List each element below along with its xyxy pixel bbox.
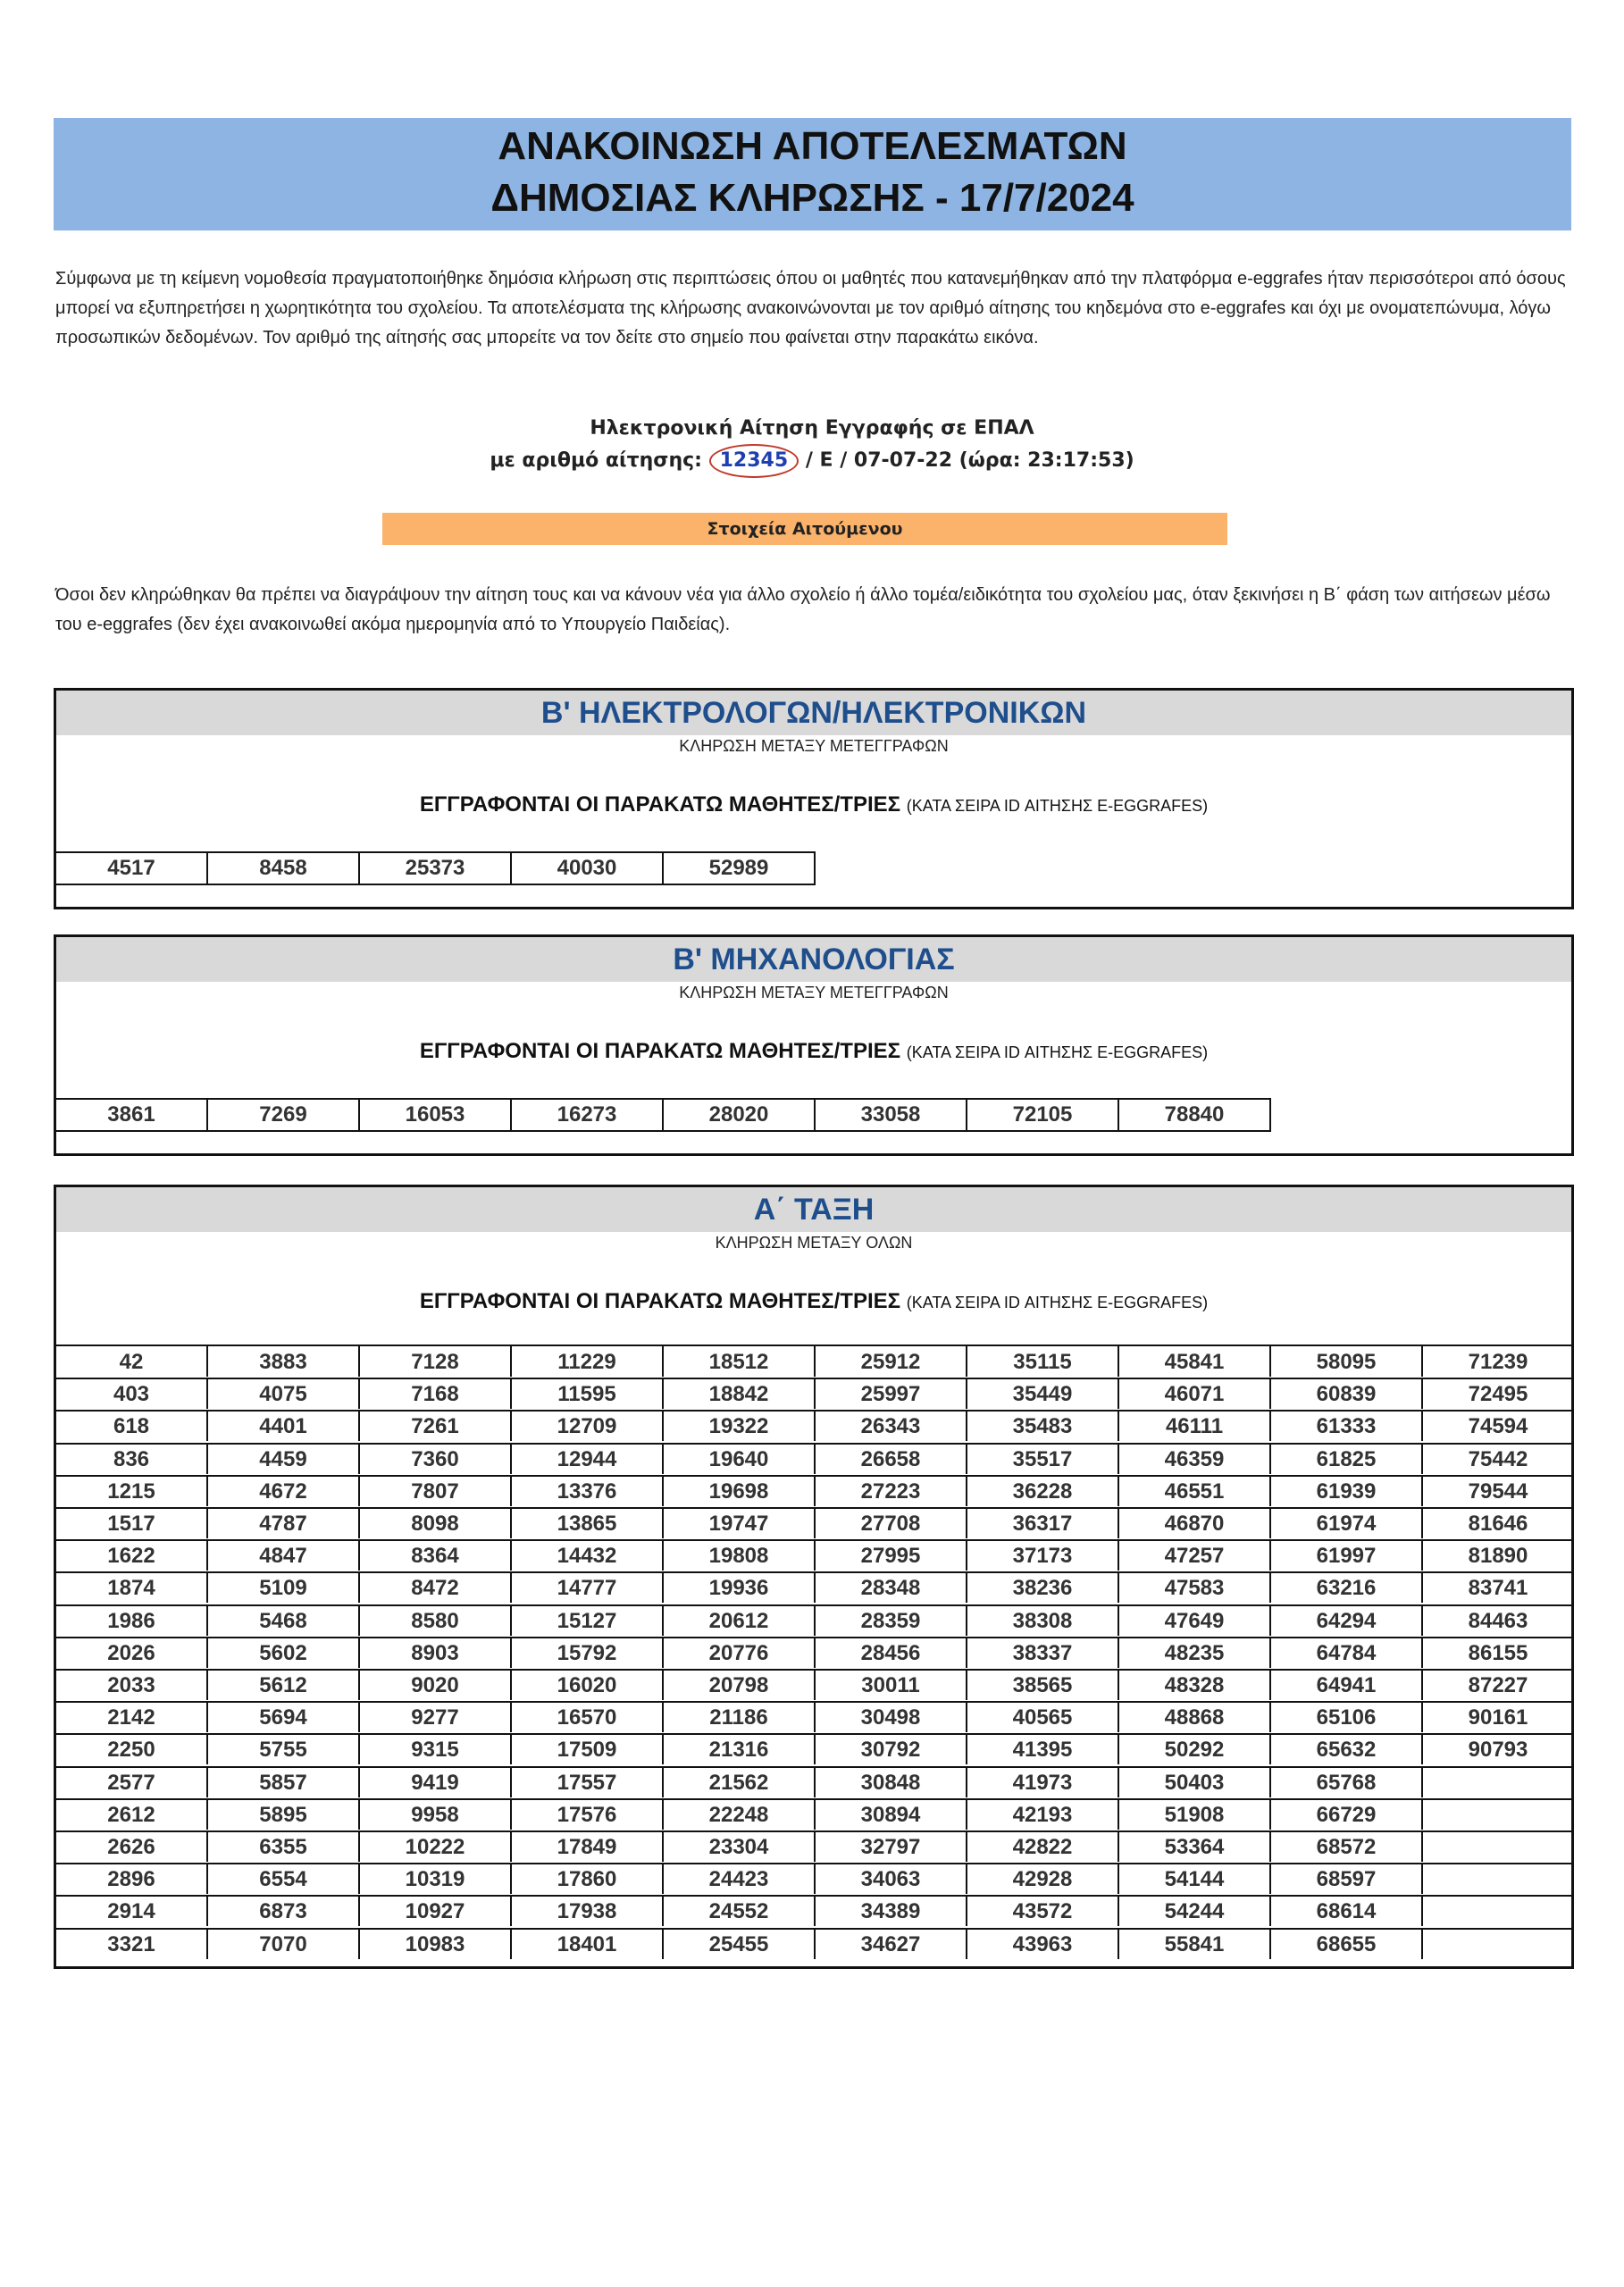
sample-line2 <box>0 444 1624 478</box>
application-id-cell: 11595 <box>512 1378 664 1409</box>
application-id-cell: 54144 <box>1119 1864 1271 1894</box>
application-id-cell: 1517 <box>56 1508 208 1538</box>
application-id-cell: 10319 <box>360 1864 512 1894</box>
application-id-cell: 7070 <box>208 1929 360 1959</box>
title-banner <box>54 118 1571 230</box>
application-id-cell: 28359 <box>816 1605 967 1636</box>
application-id-cell: 63216 <box>1271 1572 1423 1603</box>
application-id-cell: 65768 <box>1271 1767 1423 1797</box>
application-id-cell: 19808 <box>664 1540 816 1571</box>
application-id-cell: 38236 <box>967 1572 1119 1603</box>
application-id-cell: 38337 <box>967 1638 1119 1668</box>
application-id-cell: 35115 <box>967 1346 1119 1377</box>
application-id-cell: 53364 <box>1119 1831 1271 1862</box>
application-id-cell: 41395 <box>967 1734 1119 1764</box>
application-id-cell <box>1423 1799 1573 1830</box>
application-id-cell: 3883 <box>208 1346 360 1377</box>
application-id-cell: 46071 <box>1119 1378 1271 1409</box>
application-id-cell: 4672 <box>208 1476 360 1506</box>
application-id-cell: 34063 <box>816 1864 967 1894</box>
application-id-cell: 2250 <box>56 1734 208 1764</box>
section-first-grade <box>54 1185 1574 1969</box>
application-id-cell: 72105 <box>967 1100 1119 1132</box>
application-id-cell: 41973 <box>967 1767 1119 1797</box>
application-id-cell: 4787 <box>208 1508 360 1538</box>
application-id-cell: 30792 <box>816 1734 967 1764</box>
application-id-cell: 1874 <box>56 1572 208 1603</box>
application-id-cell: 2026 <box>56 1638 208 1668</box>
application-id-cell: 60839 <box>1271 1378 1423 1409</box>
enroll-note: (ΚΑΤΑ ΣΕΙΡΑ ID ΑΙΤΗΣΗΣ E-EGGRAFES) <box>906 797 1209 815</box>
application-id-cell: 21316 <box>664 1734 816 1764</box>
application-id-cell: 16020 <box>512 1670 664 1700</box>
application-id-cell: 17938 <box>512 1896 664 1926</box>
application-id-cell: 6554 <box>208 1864 360 1894</box>
section-title: Α΄ ΤΑΞΗ <box>56 1187 1571 1232</box>
application-id-cell: 15792 <box>512 1638 664 1668</box>
application-id-cell: 6873 <box>208 1896 360 1926</box>
application-id-cell: 20798 <box>664 1670 816 1700</box>
section-subtitle: ΚΛΗΡΩΣΗ ΜΕΤΑΞΥ ΜΕΤΕΓΓΡΑΦΩΝ <box>679 984 949 1001</box>
section-title: Β' ΗΛΕΚΤΡΟΛΟΓΩΝ/ΗΛΕΚΤΡΟΝΙΚΩΝ <box>56 691 1571 735</box>
application-id-cell: 2142 <box>56 1702 208 1732</box>
application-id-cell: 79544 <box>1468 1479 1528 1504</box>
application-id-cell: 10222 <box>360 1831 512 1862</box>
application-id-cell: 54244 <box>1119 1896 1271 1926</box>
application-id-cell: 19640 <box>664 1444 816 1474</box>
page-title-line2: ΔΗΜΟΣΙΑΣ ΚΛΗΡΩΣΗΣ - 17/7/2024 <box>490 176 1134 220</box>
application-id-cell: 8458 <box>208 853 360 885</box>
section-subtitle: ΚΛΗΡΩΣΗ ΜΕΤΑΞΥ ΜΕΤΕΓΓΡΑΦΩΝ <box>679 737 949 755</box>
application-id-cell: 45841 <box>1119 1346 1271 1377</box>
application-id-cell: 68597 <box>1271 1864 1423 1894</box>
application-id-cell: 1986 <box>56 1605 208 1636</box>
application-id-cell: 21562 <box>664 1767 816 1797</box>
application-id-cell: 12709 <box>512 1411 664 1441</box>
application-id-cell <box>1423 1831 1573 1862</box>
application-id-cell: 2033 <box>56 1670 208 1700</box>
application-id-cell: 3321 <box>56 1929 208 1959</box>
application-id-cell: 42928 <box>967 1864 1119 1894</box>
application-id-cell: 5602 <box>208 1638 360 1668</box>
enroll-heading <box>56 1289 1571 1314</box>
application-id-cell: 64784 <box>1271 1638 1423 1668</box>
application-id-cell: 47583 <box>1119 1572 1271 1603</box>
application-id-cell: 8364 <box>360 1540 512 1571</box>
application-id-cell: 38308 <box>967 1605 1119 1636</box>
application-id-cell: 48328 <box>1119 1670 1271 1700</box>
application-id-cell: 25912 <box>816 1346 967 1377</box>
application-id-cell: 11229 <box>512 1346 664 1377</box>
application-id-cell: 5468 <box>208 1605 360 1636</box>
application-id-cell: 78840 <box>1119 1100 1271 1132</box>
application-id-cell: 7128 <box>360 1346 512 1377</box>
enroll-text: ΕΓΓΡΑΦΟΝΤΑΙ ΟΙ ΠΑΡΑΚΑΤΩ ΜΑΘΗΤΕΣ/ΤΡΙΕΣ <box>419 1039 901 1063</box>
application-id-cell: 71239 <box>1468 1350 1528 1374</box>
application-id-cell: 51908 <box>1119 1799 1271 1830</box>
application-id-cell: 28456 <box>816 1638 967 1668</box>
application-id-cell: 55841 <box>1119 1929 1271 1959</box>
application-id-cell: 3861 <box>56 1100 208 1132</box>
application-id-cell: 5694 <box>208 1702 360 1732</box>
application-id-cell <box>1423 1767 1573 1797</box>
application-id-cell <box>1423 1929 1573 1959</box>
application-id-cell: 9419 <box>360 1767 512 1797</box>
application-id-cell: 836 <box>56 1444 208 1474</box>
section-electrical <box>54 688 1574 909</box>
application-id-cell: 30498 <box>816 1702 967 1732</box>
application-id-cell: 68572 <box>1271 1831 1423 1862</box>
application-id-cell: 17557 <box>512 1767 664 1797</box>
enroll-text: ΕΓΓΡΑΦΟΝΤΑΙ ΟΙ ΠΑΡΑΚΑΤΩ ΜΑΘΗΤΕΣ/ΤΡΙΕΣ <box>419 792 901 817</box>
application-id-cell: 52989 <box>664 853 816 885</box>
ids-row <box>56 1098 1271 1132</box>
application-id-cell: 64941 <box>1271 1670 1423 1700</box>
application-id-cell: 18401 <box>512 1929 664 1959</box>
application-id-cell <box>1423 1864 1573 1894</box>
application-id-cell: 47649 <box>1119 1605 1271 1636</box>
application-id-cell: 35449 <box>967 1378 1119 1409</box>
application-id-cell: 20612 <box>664 1605 816 1636</box>
application-id-cell: 27223 <box>816 1476 967 1506</box>
application-id-cell: 2577 <box>56 1767 208 1797</box>
section-title: Β' ΜΗΧΑΝΟΛΟΓΙΑΣ <box>56 937 1571 982</box>
application-id-cell: 7807 <box>360 1476 512 1506</box>
note-paragraph: Όσοι δεν κληρώθηκαν θα πρέπει να διαγράψουν την αίτηση τους και να κάνουν νέα για άλλο σχολείο ή άλλο τομέα/ειδικότητα του σχολείου μας, όταν ξεκινήσει η Β΄ φάση των αιτήσεων μέσω του e-eggrafes (δεν έχει ανακοινωθεί ακόμα ημερομηνία από το Υπουργείο Παιδείας). <box>55 585 1551 634</box>
application-id-cell: 61974 <box>1271 1508 1423 1538</box>
application-id-cell: 68614 <box>1271 1896 1423 1926</box>
application-id-cell: 7261 <box>360 1411 512 1441</box>
application-id-cell: 9020 <box>360 1670 512 1700</box>
application-id-cell: 8098 <box>360 1508 512 1538</box>
application-id-cell: 4075 <box>208 1378 360 1409</box>
application-id-cell: 68655 <box>1271 1929 1423 1959</box>
application-id-cell: 66729 <box>1271 1799 1423 1830</box>
application-id-cell: 10927 <box>360 1896 512 1926</box>
application-id-cell: 42193 <box>967 1799 1119 1830</box>
application-id-cell: 21186 <box>664 1702 816 1732</box>
application-id-cell: 72495 <box>1468 1382 1528 1407</box>
application-id-cell: 42 <box>56 1346 208 1377</box>
application-id-cell: 10983 <box>360 1929 512 1959</box>
application-id-cell: 34627 <box>816 1929 967 1959</box>
application-id-cell: 40030 <box>512 853 664 885</box>
application-id-cell: 15127 <box>512 1605 664 1636</box>
application-id-cell: 2896 <box>56 1864 208 1894</box>
application-id-cell: 18842 <box>664 1378 816 1409</box>
application-id-cell: 36317 <box>967 1508 1119 1538</box>
application-id-cell: 46870 <box>1119 1508 1271 1538</box>
application-id-cell: 48868 <box>1119 1702 1271 1732</box>
application-id-cell: 81890 <box>1468 1544 1528 1569</box>
sample-line1: Ηλεκτρονική Αίτηση Εγγραφής σε ΕΠΑΛ <box>590 417 1034 440</box>
application-id-cell: 8903 <box>360 1638 512 1668</box>
application-id-cell <box>1423 1896 1573 1926</box>
application-id-cell: 65632 <box>1271 1734 1423 1764</box>
application-id-cell: 4459 <box>208 1444 360 1474</box>
application-id-cell: 6355 <box>208 1831 360 1862</box>
application-id-cell: 23304 <box>664 1831 816 1862</box>
ids-grid <box>56 1345 1571 1964</box>
sample-prefix: με αριθμό αίτησης: <box>490 449 702 472</box>
application-id-cell: 5109 <box>208 1572 360 1603</box>
application-id-cell: 19936 <box>664 1572 816 1603</box>
application-id-cell: 35517 <box>967 1444 1119 1474</box>
application-id-cell: 43963 <box>967 1929 1119 1959</box>
application-id-cell: 30848 <box>816 1767 967 1797</box>
application-id-cell: 17576 <box>512 1799 664 1830</box>
application-id-cell: 40565 <box>967 1702 1119 1732</box>
application-id-cell: 38565 <box>967 1670 1119 1700</box>
application-id-cell: 25997 <box>816 1378 967 1409</box>
enroll-text: ΕΓΓΡΑΦΟΝΤΑΙ ΟΙ ΠΑΡΑΚΑΤΩ ΜΑΘΗΤΕΣ/ΤΡΙΕΣ <box>419 1289 901 1313</box>
application-id-cell: 32797 <box>816 1831 967 1862</box>
application-id-cell: 16570 <box>512 1702 664 1732</box>
application-id-cell: 2914 <box>56 1896 208 1926</box>
application-id-cell: 50403 <box>1119 1767 1271 1797</box>
application-id-cell: 8472 <box>360 1572 512 1603</box>
page-title-line1: ΑΝΑΚΟΙΝΩΣΗ ΑΠΟΤΕΛΕΣΜΑΤΩΝ <box>498 124 1127 168</box>
application-id-cell: 46359 <box>1119 1444 1271 1474</box>
application-id-cell: 9958 <box>360 1799 512 1830</box>
application-id-cell: 9315 <box>360 1734 512 1764</box>
application-id-cell: 87227 <box>1468 1673 1528 1697</box>
application-id-cell: 13865 <box>512 1508 664 1538</box>
application-id-cell: 16273 <box>512 1100 664 1132</box>
enroll-note: (ΚΑΤΑ ΣΕΙΡΑ ID ΑΙΤΗΣΗΣ E-EGGRAFES) <box>906 1043 1209 1061</box>
application-id-cell: 25373 <box>360 853 512 885</box>
application-id-cell: 46551 <box>1119 1476 1271 1506</box>
sample-applicant-bar: Στοιχεία Αιτούμενου <box>382 513 1227 545</box>
application-id-cell: 403 <box>56 1378 208 1409</box>
application-id-cell: 84463 <box>1468 1608 1528 1633</box>
application-id-cell: 25455 <box>664 1929 816 1959</box>
application-id-cell: 20776 <box>664 1638 816 1668</box>
application-id-cell: 35483 <box>967 1411 1119 1441</box>
application-id-cell: 83741 <box>1468 1576 1528 1601</box>
application-id-cell: 22248 <box>664 1799 816 1830</box>
application-id-cell: 50292 <box>1119 1734 1271 1764</box>
application-id-cell: 17509 <box>512 1734 664 1764</box>
application-id-cell: 19322 <box>664 1411 816 1441</box>
application-id-cell: 17849 <box>512 1831 664 1862</box>
application-id-cell: 4847 <box>208 1540 360 1571</box>
application-id-cell: 7360 <box>360 1444 512 1474</box>
section-subtitle: ΚΛΗΡΩΣΗ ΜΕΤΑΞΥ ΟΛΩΝ <box>715 1234 913 1252</box>
application-id-cell: 65106 <box>1271 1702 1423 1732</box>
application-id-cell: 61825 <box>1271 1444 1423 1474</box>
intro-paragraph: Σύμφωνα με τη κείμενη νομοθεσία πραγματοποιήθηκε δημόσια κλήρωση στις περιπτώσεις όπου οι μαθητές που κατανεμήθηκαν από την πλατφόρμα e-eggrafes ήταν περισσότεροι από όσους μπορεί να εξυπηρετήσει η χωρητικότητα του σχολείου. Τα αποτελέσματα της κλήρωσης ανακοινώνονται με τον αριθμό αίτησης του κηδεμόνα στο e-eggrafes και όχι με ονοματεπώνυμα, λόγω προσωπικών δεδομένων. Τον αριθμό της αίτησής σας μπορείτε να τον δείτε στο σημείο που φαίνεται στην παρακάτω εικόνα. <box>55 269 1566 348</box>
application-id-cell: 74594 <box>1468 1414 1528 1439</box>
enroll-heading <box>56 792 1571 817</box>
enroll-heading <box>56 1039 1571 1064</box>
application-id-cell: 9277 <box>360 1702 512 1732</box>
application-id-cell: 61997 <box>1271 1540 1423 1571</box>
application-id-cell: 19747 <box>664 1508 816 1538</box>
application-id-cell: 2612 <box>56 1799 208 1830</box>
application-id-cell: 1622 <box>56 1540 208 1571</box>
application-id-cell: 33058 <box>816 1100 967 1132</box>
application-id-cell: 4517 <box>56 853 208 885</box>
application-id-cell: 27708 <box>816 1508 967 1538</box>
application-id-cell: 24552 <box>664 1896 816 1926</box>
application-id-cell: 24423 <box>664 1864 816 1894</box>
application-id-cell: 34389 <box>816 1896 967 1926</box>
application-id-cell: 4401 <box>208 1411 360 1441</box>
ids-row <box>56 851 816 885</box>
application-id-cell: 61939 <box>1271 1476 1423 1506</box>
application-id-cell: 16053 <box>360 1100 512 1132</box>
application-id-cell: 90793 <box>1468 1738 1528 1763</box>
application-id-cell: 47257 <box>1119 1540 1271 1571</box>
application-id-cell: 61333 <box>1271 1411 1423 1441</box>
application-id-cell: 7168 <box>360 1378 512 1409</box>
application-id-cell: 36228 <box>967 1476 1119 1506</box>
application-id-cell: 5857 <box>208 1767 360 1797</box>
application-id-cell: 7269 <box>208 1100 360 1132</box>
application-id-cell: 28020 <box>664 1100 816 1132</box>
application-id-cell: 19698 <box>664 1476 816 1506</box>
application-id-cell: 37173 <box>967 1540 1119 1571</box>
application-id-cell: 14777 <box>512 1572 664 1603</box>
application-id-cell: 5895 <box>208 1799 360 1830</box>
application-id-cell: 58095 <box>1271 1346 1423 1377</box>
application-id-cell: 75442 <box>1468 1446 1528 1471</box>
application-id-cell: 13376 <box>512 1476 664 1506</box>
application-id-cell: 30894 <box>816 1799 967 1830</box>
application-id-cell: 48235 <box>1119 1638 1271 1668</box>
application-id-cell: 2626 <box>56 1831 208 1862</box>
application-id-cell: 90161 <box>1468 1705 1528 1730</box>
application-id-cell: 64294 <box>1271 1605 1423 1636</box>
application-id-cell: 30011 <box>816 1670 967 1700</box>
application-id-cell: 28348 <box>816 1572 967 1603</box>
application-id-cell: 26343 <box>816 1411 967 1441</box>
application-id-cell: 27995 <box>816 1540 967 1571</box>
application-id-cell: 86155 <box>1468 1640 1528 1665</box>
application-id-cell: 17860 <box>512 1864 664 1894</box>
application-id-cell: 8580 <box>360 1605 512 1636</box>
application-id-cell: 81646 <box>1468 1512 1528 1536</box>
application-id-cell: 1215 <box>56 1476 208 1506</box>
application-id-cell: 18512 <box>664 1346 816 1377</box>
application-id-cell: 5755 <box>208 1734 360 1764</box>
application-id-cell: 43572 <box>967 1896 1119 1926</box>
sample-application-number: 12345 <box>709 444 799 478</box>
application-id-cell: 42822 <box>967 1831 1119 1862</box>
application-id-cell: 26658 <box>816 1444 967 1474</box>
enroll-note: (ΚΑΤΑ ΣΕΙΡΑ ID ΑΙΤΗΣΗΣ E-EGGRAFES) <box>906 1294 1209 1311</box>
application-id-cell: 14432 <box>512 1540 664 1571</box>
section-mechanical <box>54 934 1574 1156</box>
application-id-cell: 5612 <box>208 1670 360 1700</box>
sample-suffix: / Ε / 07-07-22 (ώρα: 23:17:53) <box>805 449 1134 472</box>
application-id-cell: 618 <box>56 1411 208 1441</box>
application-id-cell: 46111 <box>1119 1411 1271 1441</box>
application-id-cell: 12944 <box>512 1444 664 1474</box>
